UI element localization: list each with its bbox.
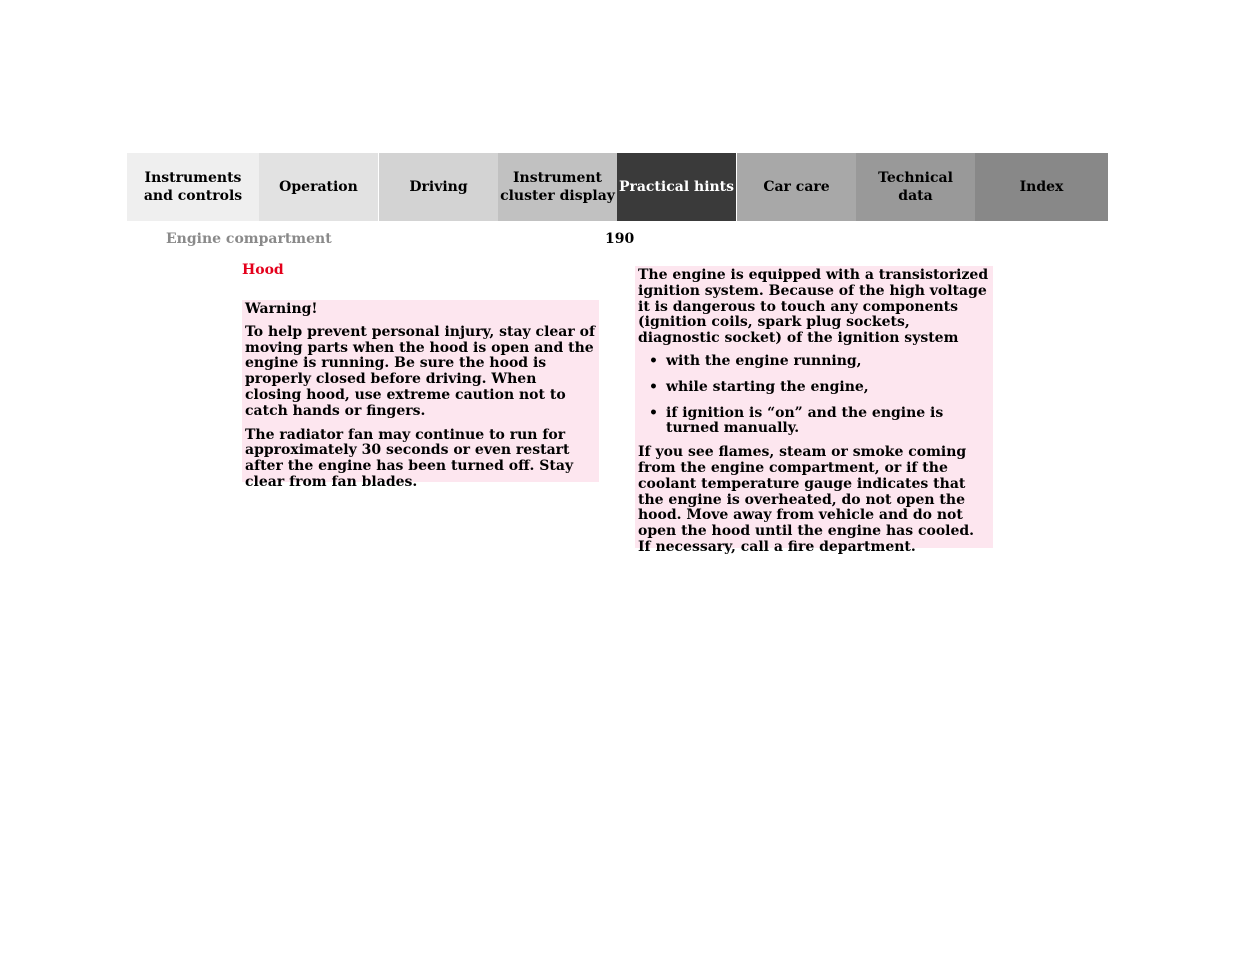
tab-label: Operation	[279, 179, 358, 195]
tab-instrument-cluster-display[interactable]	[498, 153, 617, 221]
warning-title: Warning!	[245, 301, 318, 317]
bullet-item: • if ignition is “on” and the engine is turned manually.	[638, 406, 990, 438]
hood-heading: Hood	[242, 262, 284, 278]
tab-label: Driving	[409, 179, 468, 195]
tab-instruments-and-controls[interactable]	[127, 153, 259, 221]
warning-box	[242, 300, 599, 490]
bullet-list	[638, 354, 990, 437]
warning-paragraph: To help prevent personal injury, stay clear of moving parts when the hood is open and the engine is running. Be sure the hood is properly closed before driving. When closing hood, use extreme caution not to catch hands or fingers.	[245, 323, 595, 419]
tab-practical-hints[interactable]	[617, 153, 736, 221]
page-number: 190	[605, 231, 635, 247]
ignition-warning-box	[635, 266, 993, 555]
warning-paragraph: The radiator fan may continue to run for approximately 30 seconds or even restart after the engine has been turned off. Stay clear from fan blades.	[245, 426, 574, 490]
tab-index[interactable]	[975, 153, 1108, 221]
tab-operation[interactable]	[259, 153, 378, 221]
tab-driving[interactable]	[378, 153, 498, 221]
tab-label: Practical hints	[618, 179, 735, 195]
bullet-item: • while starting the engine,	[638, 380, 990, 396]
ignition-paragraph: The engine is equipped with a transistorized ignition system. Because of the high voltage it is dangerous to touch any components (ignition coils, spark plug sockets, diagnostic socket) of the ignition system	[638, 267, 989, 347]
fire-paragraph: If you see flames, steam or smoke coming from the engine compartment, or if the coolant temperature gauge indicates that the engine is overheated, do not open the hood. Move away from vehicle and do not open the hood until the engine has cooled. If necessary, call a fire department.	[638, 444, 975, 555]
tab-label: Instrument cluster display	[500, 170, 615, 204]
tab-label: Car care	[763, 179, 830, 195]
section-title: Engine compartment	[166, 231, 332, 247]
tab-car-care[interactable]	[736, 153, 856, 221]
tab-technical-data[interactable]	[856, 153, 975, 221]
chapter-tabs	[127, 153, 1108, 221]
tab-label: Technical data	[878, 170, 953, 204]
tab-label: Index	[1019, 179, 1064, 195]
bullet-item: • with the engine running,	[638, 354, 990, 370]
tab-label: Instruments and controls	[143, 170, 243, 204]
